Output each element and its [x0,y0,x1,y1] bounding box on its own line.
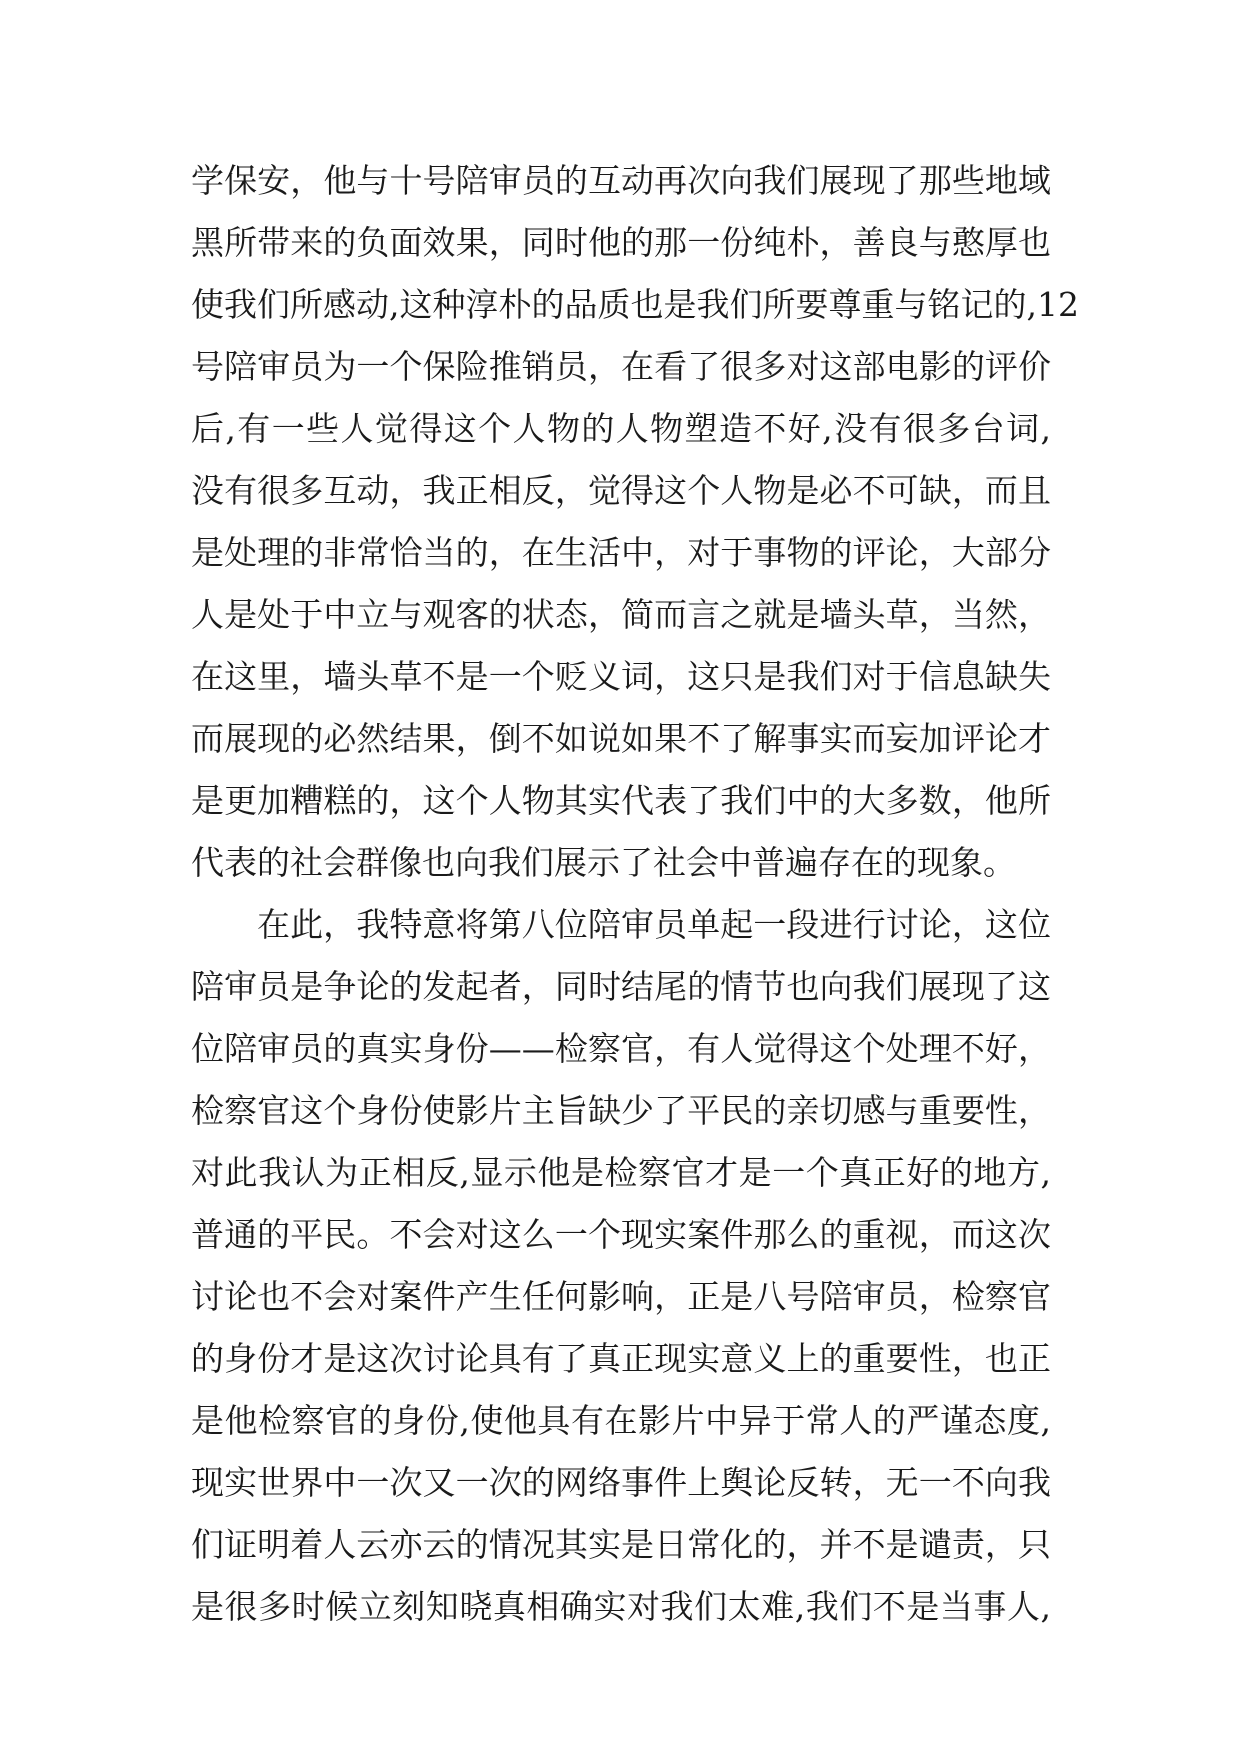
text-line: 们证明着人云亦云的情况其实是日常化的，并不是谴责，只 [191,1525,1051,1564]
text-line: 位陪审员的真实身份——检察官，有人觉得这个处理不好， [191,1029,1051,1068]
text-line: 是更加糟糕的，这个人物其实代表了我们中的大多数，他所 [191,781,1051,820]
document-body [191,150,1079,1638]
text-line: 人是处于中立与观客的状态，简而言之就是墙头草，当然， [191,595,1051,634]
text-line: 普通的平民。不会对这么一个现实案件那么的重视，而这次 [191,1215,1051,1254]
text-line: 是他检察官的身份,使他具有在影片中异于常人的严谨态度, [191,1401,1051,1440]
text-line: 的身份才是这次讨论具有了真正现实意义上的重要性，也正 [191,1339,1051,1378]
text-line: 代表的社会群像也向我们展示了社会中普遍存在的现象。 [191,843,1016,882]
text-line: 使我们所感动,这种淳朴的品质也是我们所要尊重与铭记的,12 [191,285,1079,324]
text-line: 在此，我特意将第八位陪审员单起一段进行讨论，这位 [257,905,1051,944]
text-line: 是很多时候立刻知晓真相确实对我们太难,我们不是当事人, [191,1587,1051,1626]
text-line: 对此我认为正相反,显示他是检察官才是一个真正好的地方, [191,1153,1051,1192]
text-line: 而展现的必然结果，倒不如说如果不了解事实而妄加评论才 [191,719,1051,758]
text-line: 号陪审员为一个保险推销员，在看了很多对这部电影的评价 [191,347,1051,386]
text-line: 在这里，墙头草不是一个贬义词，这只是我们对于信息缺失 [191,657,1051,696]
text-line: 学保安，他与十号陪审员的互动再次向我们展现了那些地域 [191,161,1051,200]
text-line: 黑所带来的负面效果，同时他的那一份纯朴，善良与憨厚也 [191,223,1051,262]
text-line: 现实世界中一次又一次的网络事件上舆论反转，无一不向我 [191,1463,1051,1502]
text-line: 讨论也不会对案件产生任何影响，正是八号陪审员，检察官 [191,1277,1051,1316]
text-line: 陪审员是争论的发起者，同时结尾的情节也向我们展现了这 [191,967,1051,1006]
text-line: 是处理的非常恰当的，在生活中，对于事物的评论，大部分 [191,533,1051,572]
paragraph [191,894,1051,1638]
text-line: 后,有一些人觉得这个人物的人物塑造不好,没有很多台词, [191,409,1051,448]
text-line: 检察官这个身份使影片主旨缺少了平民的亲切感与重要性， [191,1091,1051,1130]
paragraph [191,150,1079,894]
text-line: 没有很多互动，我正相反，觉得这个人物是必不可缺，而且 [191,471,1051,510]
